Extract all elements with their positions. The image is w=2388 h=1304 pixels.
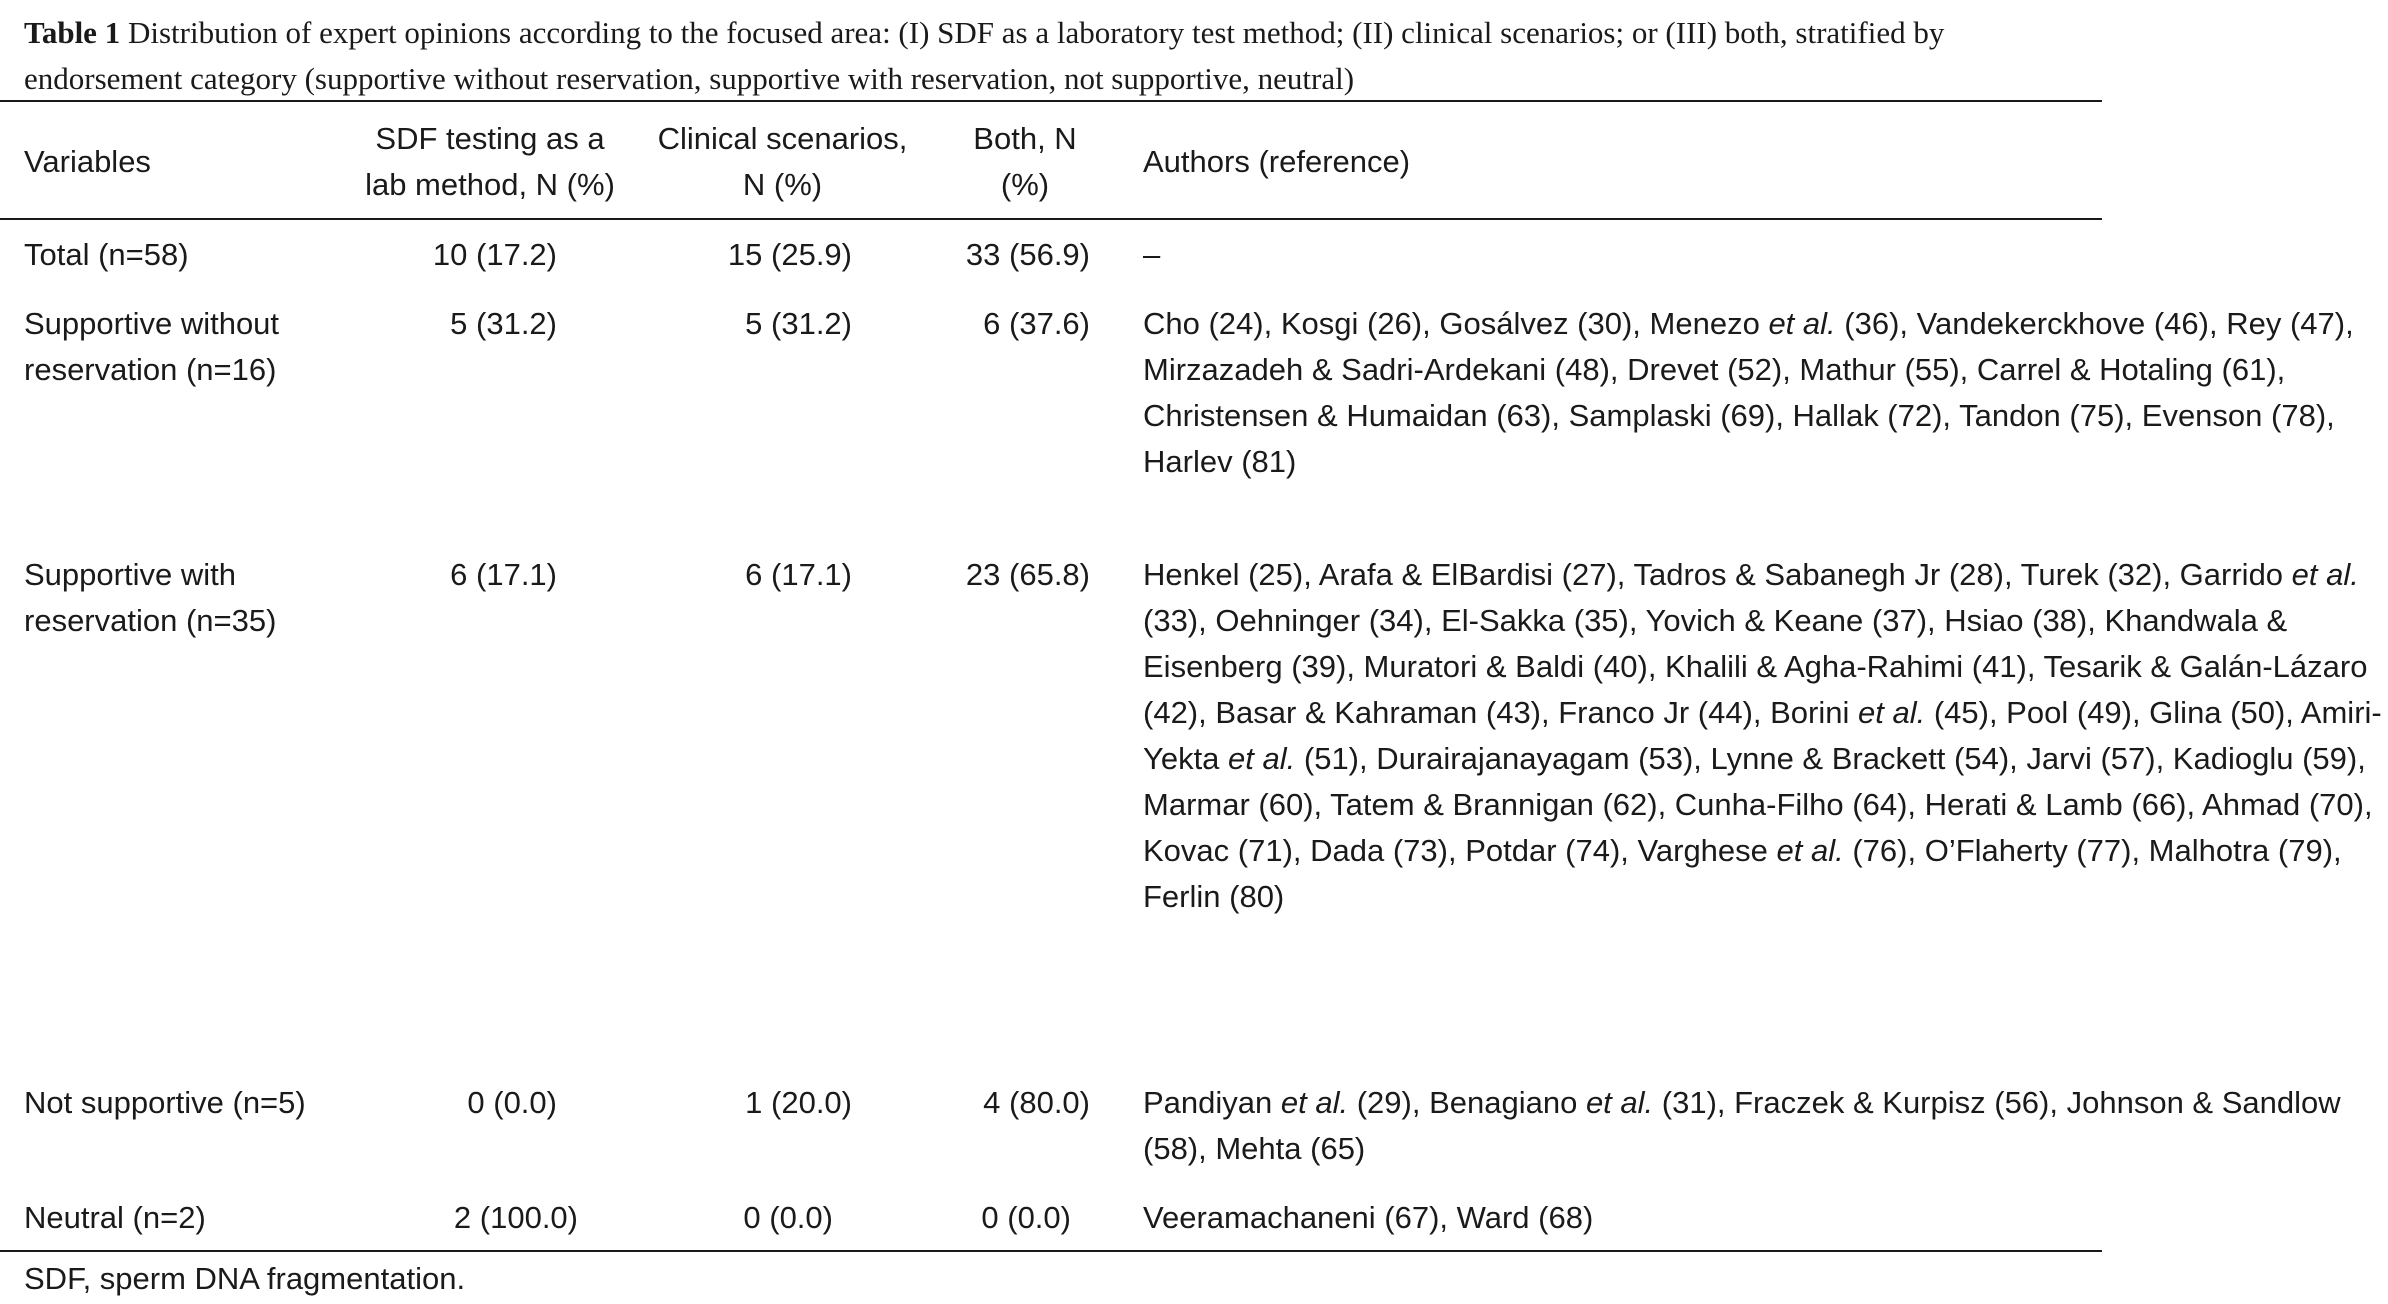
row-neutral-both: 0 (0.0) (981, 1200, 1071, 1235)
header-sdf-line1: SDF testing as a (375, 121, 605, 156)
table-footnote: SDF, sperm DNA fragmentation. (24, 1261, 466, 1296)
authors-text: (31), Fraczek & Kurpisz (56), Johnson & Sandlow (58), Mehta (65) (1143, 1085, 2341, 1166)
row-supportive-with-variable-line2: reservation (n=35) (24, 603, 277, 638)
row-supportive-with-both: 23 (65.8) (965, 557, 1090, 592)
authors-text: (36), Vandekerckhove (46), Rey (47), Mirzazadeh & Sadri-Ardekani (48), Drevet (52), Mathur (55), Carrel & Hotaling (61), Christensen & Humaidan (63), Samplaski (69), Hallak (72), Tandon (75), Evenson (78), Harlev (81) (1143, 306, 2354, 479)
authors-etal: et al. (1585, 1085, 1654, 1120)
authors-text: Cho (24), Kosgi (26), Gosálvez (30), Menezo (1143, 306, 1769, 341)
row-supportive-without-variable-line2: reservation (n=16) (24, 352, 277, 387)
row-total-clin: 15 (25.9) (727, 237, 852, 272)
authors-etal: et al. (1768, 306, 1836, 341)
header-rule (0, 218, 2102, 220)
row-total-sdf: 10 (17.2) (432, 237, 557, 272)
row-total-both: 33 (56.9) (965, 237, 1090, 272)
authors-text: Veeramachaneni (67), Ward (68) (1143, 1200, 1594, 1235)
row-supportive-without-both: 6 (37.6) (983, 306, 1090, 341)
authors-text: (76), O’Flaherty (77), Malhotra (79), Ferlin (80) (1143, 833, 2342, 914)
row-supportive-with-variable-line1: Supportive with (24, 557, 236, 592)
row-supportive-with-authors (1143, 552, 2388, 920)
authors-text: (51), Durairajanayagam (53), Lynne & Brackett (54), Jarvi (57), Kadioglu (59), Marmar (60), Tatem & Brannigan (62), Cunha-Filho (64), Herati & Lamb (66), Ahmad (70), Kovac (71), Dada (73), Potdar (74), Varghese (1143, 741, 2373, 868)
bottom-rule (0, 1250, 2102, 1252)
authors-text: (29), Benagiano (1348, 1085, 1586, 1120)
row-supportive-without-clin: 5 (31.2) (745, 306, 852, 341)
row-not-supportive-variable: Not supportive (n=5) (24, 1085, 306, 1120)
row-supportive-with-sdf: 6 (17.1) (450, 557, 557, 592)
row-supportive-without-sdf: 5 (31.2) (450, 306, 557, 341)
row-neutral-sdf: 2 (100.0) (453, 1200, 578, 1235)
row-supportive-with-clin: 6 (17.1) (745, 557, 852, 592)
row-not-supportive-sdf: 0 (0.0) (467, 1085, 557, 1120)
row-neutral-authors (1143, 1195, 2388, 1241)
authors-etal: et al. (1228, 741, 1296, 776)
row-total-authors (1143, 232, 2388, 278)
row-not-supportive-authors (1143, 1080, 2388, 1172)
caption-label: Table 1 (24, 15, 121, 50)
authors-text: (33), Oehninger (34), El-Sakka (35), Yovich & Keane (37), Hsiao (38), Khandwala & Eisenberg (39), Muratori & Baldi (40), Khalili & Agha-Rahimi (41), Tesarik & Galán-Lázaro (42), Basar & Kahraman (43), Franco Jr (44), Borini (1143, 603, 2368, 730)
table-caption (24, 10, 2084, 102)
authors-text: Pandiyan (1143, 1085, 1281, 1120)
row-neutral-variable: Neutral (n=2) (24, 1200, 206, 1235)
top-rule (0, 100, 2102, 102)
header-both-line2: (%) (1000, 167, 1050, 202)
header-both-line1: Both, N (973, 121, 1077, 156)
row-supportive-without-variable-line1: Supportive without (24, 306, 280, 341)
authors-text: – (1143, 237, 1161, 272)
header-clin-line1: Clinical scenarios, (657, 121, 908, 156)
header-authors: Authors (reference) (1143, 144, 1411, 179)
authors-etal: et al. (1857, 695, 1926, 730)
row-neutral-clin: 0 (0.0) (743, 1200, 833, 1235)
authors-etal: et al. (1776, 833, 1844, 868)
row-not-supportive-both: 4 (80.0) (983, 1085, 1090, 1120)
header-variables: Variables (24, 144, 151, 179)
authors-text: (45), Pool (49), Glina (50), Amiri-Yekta (1143, 695, 2382, 776)
caption-text: Distribution of expert opinions according to the focused area: (I) SDF as a laboratory test method; (II) clinical scenarios; or (III) both, stratified by endorsement category (supportive without reservation, supportive with reservation, not supportive, neutral) (24, 15, 1945, 96)
authors-etal: et al. (2291, 557, 2359, 592)
authors-etal: et al. (1280, 1085, 1349, 1120)
row-total-variable: Total (n=58) (24, 237, 189, 272)
row-supportive-without-authors (1143, 301, 2388, 485)
header-clin-line2: N (%) (742, 167, 823, 202)
authors-text: Henkel (25), Arafa & ElBardisi (27), Tadros & Sabanegh Jr (28), Turek (32), Garrido (1143, 557, 2292, 592)
header-sdf-line2: lab method, N (%) (365, 167, 615, 202)
row-not-supportive-clin: 1 (20.0) (745, 1085, 852, 1120)
